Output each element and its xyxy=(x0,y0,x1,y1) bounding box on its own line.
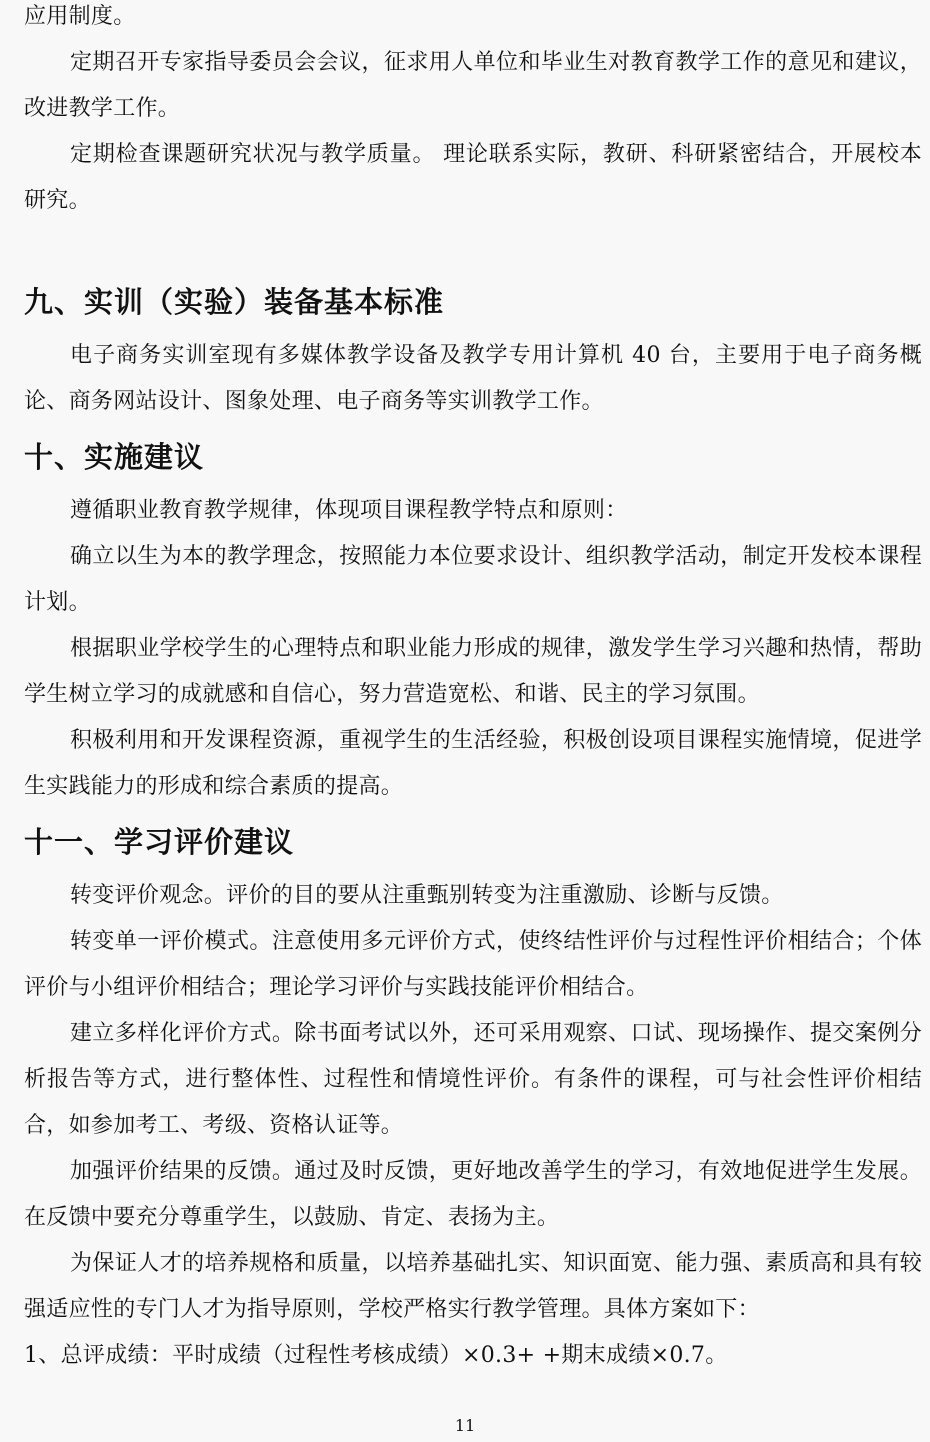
heading-section-9: 九、实训（实验）装备基本标准 xyxy=(24,285,445,319)
paragraph-follow-rules: 遵循职业教育教学规律，体现项目课程教学特点和原则： xyxy=(70,498,628,523)
paragraph-research-check: 定期检查课题研究状况与教学质量。 理论联系实际，教研、科研紧密结合，开展校本研究。 xyxy=(24,142,922,213)
page-number: 11 xyxy=(454,1416,476,1435)
paragraph-total-score: 1、总评成绩：平时成绩（过程性考核成绩）×0.3+ +期末成绩×0.7。 xyxy=(24,1343,728,1368)
paragraph-student-centered: 确立以生为本的教学理念，按照能力本位要求设计、组织教学活动，制定开发校本课程计划。 xyxy=(24,544,922,615)
paragraph-evaluation-concept: 转变评价观念。评价的目的要从注重甄别转变为注重激励、诊断与反馈。 xyxy=(70,883,784,908)
paragraph-institution-closing: 应用制度。 xyxy=(24,4,136,29)
paragraph-evaluation-methods: 建立多样化评价方式。除书面考试以外，还可采用观察、口试、现场操作、提交案例分析报告等方式，进行整体性、过程性和情境性评价。有条件的课程，可与社会性评价相结合，如参加考工、考级、资格认证等。 xyxy=(24,1021,922,1138)
paragraph-evaluation-mode: 转变单一评价模式。注意使用多元评价方式，使终结性评价与过程性评价相结合；个体评价与小组评价相结合；理论学习评价与实践技能评价相结合。 xyxy=(24,929,922,1000)
heading-section-11: 十一、学习评价建议 xyxy=(24,825,295,859)
paragraph-training-room: 电子商务实训室现有多媒体教学设备及教学专用计算机 40 台，主要用于电子商务概论、商务网站设计、图象处理、电子商务等实训教学工作。 xyxy=(24,343,922,414)
paragraph-psychology: 根据职业学校学生的心理特点和职业能力形成的规律，激发学生学习兴趣和热情，帮助学生树立学习的成就感和自信心，努力营造宽松、和谐、民主的学习氛围。 xyxy=(24,636,922,707)
heading-section-10: 十、实施建议 xyxy=(24,440,205,474)
paragraph-feedback: 加强评价结果的反馈。通过及时反馈，更好地改善学生的学习，有效地促进学生发展。在反馈中要充分尊重学生，以鼓励、肯定、表扬为主。 xyxy=(24,1159,922,1230)
paragraph-resources: 积极利用和开发课程资源，重视学生的生活经验，积极创设项目课程实施情境，促进学生实践能力的形成和综合素质的提高。 xyxy=(24,728,922,799)
paragraph-expert-committee: 定期召开专家指导委员会会议，征求用人单位和毕业生对教育教学工作的意见和建议，改进教学工作。 xyxy=(24,50,922,121)
paragraph-quality-assurance: 为保证人才的培养规格和质量，以培养基础扎实、知识面宽、能力强、素质高和具有较强适应性的专门人才为指导原则，学校严格实行教学管理。具体方案如下： xyxy=(24,1251,922,1322)
